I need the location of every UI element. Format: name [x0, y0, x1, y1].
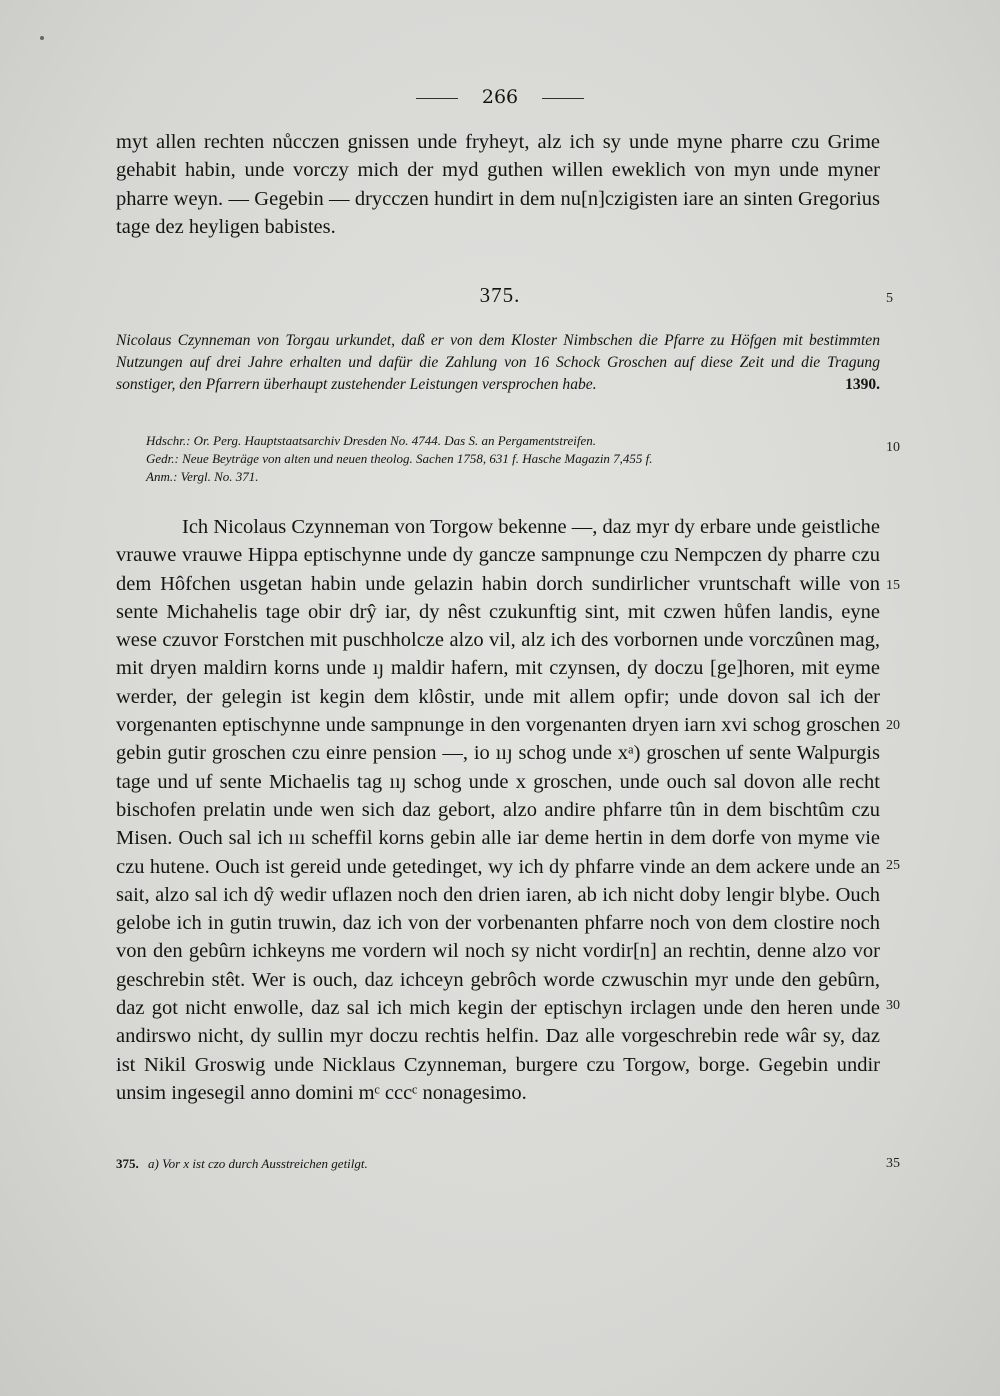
page-number: 266	[481, 86, 519, 108]
footnote-number: 375.	[116, 1156, 139, 1171]
main-paragraph: Ich Nicolaus Czynneman von Torgow bekenne —, daz myr dy erbare unde geistliche vrauwe vrauwe Hippa eptischynne unde dy gancze sampnunge czu Nempczen dy pharre czu dem Hôfchen usgetan habin unde gelazin habin dorch sundirlicher vruntschaft wille von sente Michahelis tage obir drŷ iar, dy nêst czukunftig sint, mit czwen hůfen landis, eyne wese czuvor Forstchen mit puschholcze alzo vil, alz ich des vorbornen unde vorczûnen mag, mit dryen maldirn korns unde ıȷ maldir hafern, mit czynsen, dy doczu [ge]horen, mit eyme werder, der gelegin ist kegin dem klôstir, unde mit allem opfir; unde dovon sal ich der vorgenanten eptischynne unde sampnunge in den vorgenanten dryen iarn xvi schog groschen gebin gutir groschen czu einre pension —, io ııȷ schog unde xᵃ) groschen uf sente Walpurgis tage und uf sente Michaelis tag ııȷ schog unde x groschen, unde ouch sal dovon alle recht bischofen prelatin unde wen sich daz gebort, alzo andire phfarre tûn in dem bischtûm czu Misen. Ouch sal ich ııı scheffil korns gebin alle iar deme hertin in dem dorfe von myme vie czu hutene. Ouch ist gereid unde getedinget, wy ich dy phfarre vinde an dem ackere unde an sait, alzo sal ich dŷ wedir uflazen noch den drien iaren, ab ich nicht doby lengir blybe. Ouch gelobe ich in gutin truwin, daz ich von der vorbenanten phfarre noch von dem clostire noch von den gebûrn ichkeyns me vordern wil noch sy nicht vordir[n] an rechtin, denne alzo vor geschrebin stêt. Wer is ouch, daz ichceyn gebrôch worde czwuschin myr unde den gebûrn, daz got nicht enwolle, daz sal ich mich kegin der eptischyn irclagen unde den heren unde andirswo nicht, dy sullin myr doczu rechtis helfin. Daz alle vorgeschrebin rede wâr sy, daz ist Nikil Groswig unde Nicklaus Czynneman, burgere czu Torgow, borge. Gegebin undir unsim ingesegil anno domini mᶜ cccᶜ nonagesimo.	[116, 516, 880, 1104]
header-rule-left	[416, 98, 458, 99]
source-notes	[146, 432, 866, 486]
footnote	[116, 1156, 880, 1172]
line-number-20: 20	[886, 718, 900, 733]
document-number: 375.	[479, 283, 521, 307]
line-number-25: 25	[886, 858, 900, 873]
speck-mark	[40, 36, 44, 40]
intro-text: myt allen rechten nůcczen gnissen unde fryheyt, alz ich sy unde myne pharre czu Grime gehabit habin, unde vorczy mich der myd guthen willen eweklich von myn unde myner pharre weyn. — Gegebin — drycczen hundirt in dem nu[n]czigisten iare an sinten Gregorius tage dez heyligen babistes.	[116, 131, 880, 238]
line-number-30: 30	[886, 998, 900, 1013]
line-number-10: 10	[886, 440, 900, 455]
note-remark: Anm.: Vergl. No. 371.	[146, 469, 259, 484]
main-text	[116, 513, 880, 1107]
regest-year: 1390.	[845, 375, 880, 393]
footnote-text: a) Vor x ist czo durch Ausstreichen getilgt.	[148, 1156, 368, 1171]
note-manuscript: Hdschr.: Or. Perg. Hauptstaatsarchiv Dresden No. 4744. Das S. an Pergamentstreifen.	[146, 433, 597, 448]
line-number-35: 35	[886, 1156, 900, 1171]
page-header	[0, 86, 1000, 114]
line-number-15: 15	[886, 578, 900, 593]
regest	[116, 330, 880, 395]
intro-paragraph	[116, 128, 880, 241]
line-number-5: 5	[886, 291, 893, 306]
header-rule-right	[542, 98, 584, 99]
note-printed: Gedr.: Neue Beyträge von alten und neuen theolog. Sachen 1758, 631 f. Hasche Magazin 7,455 f.	[146, 451, 653, 466]
regest-text: Nicolaus Czynneman von Torgau urkundet, daß er von dem Kloster Nimbschen die Pfarre zu Höfgen mit bestimmten Nutzungen auf drei Jahre erhalten und dafür die Zahlung von 16 Schock Groschen auf diese Zeit und die Tragung sonstiger, den Pfarrern überhaupt zustehender Leistungen versprochen habe.	[116, 332, 880, 393]
